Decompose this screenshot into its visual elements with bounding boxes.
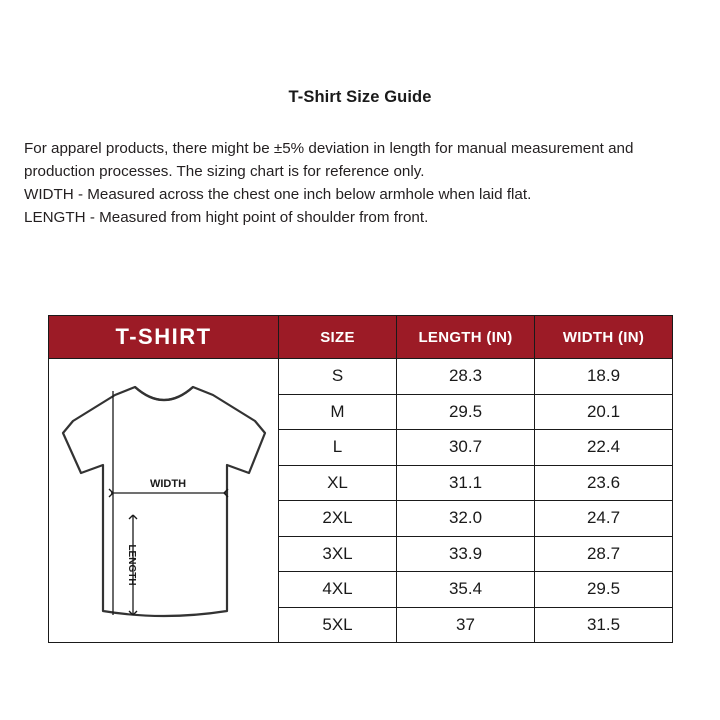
length-note: LENGTH - Measured from hight point of shoulder from front. xyxy=(24,209,429,227)
cell-width: 22.4 xyxy=(535,430,673,466)
cell-width: 31.5 xyxy=(535,607,673,643)
cell-width: 29.5 xyxy=(535,572,673,608)
table-header-row xyxy=(49,316,673,359)
cell-width: 20.1 xyxy=(535,394,673,430)
cell-size: L xyxy=(279,430,397,466)
header-size: SIZE xyxy=(279,316,397,359)
cell-size: 3XL xyxy=(279,536,397,572)
tshirt-diagram xyxy=(49,365,278,637)
cell-length: 37 xyxy=(397,607,535,643)
cell-length: 29.5 xyxy=(397,394,535,430)
length-dimension-label: LENGTH xyxy=(125,543,137,586)
cell-length: 28.3 xyxy=(397,359,535,395)
cell-size: S xyxy=(279,359,397,395)
size-chart-table xyxy=(48,315,673,643)
tshirt-diagram-cell xyxy=(49,359,279,643)
intro-text-block xyxy=(0,107,720,229)
cell-size: XL xyxy=(279,465,397,501)
page-title: T-Shirt Size Guide xyxy=(288,88,432,106)
header-length: LENGTH (IN) xyxy=(397,316,535,359)
cell-size: M xyxy=(279,394,397,430)
brand-header: T-SHIRT xyxy=(49,316,279,359)
cell-length: 33.9 xyxy=(397,536,535,572)
cell-length: 31.1 xyxy=(397,465,535,501)
cell-size: 4XL xyxy=(279,572,397,608)
cell-size: 2XL xyxy=(279,501,397,537)
cell-width: 28.7 xyxy=(535,536,673,572)
tshirt-outline-icon xyxy=(51,365,277,637)
cell-width: 24.7 xyxy=(535,501,673,537)
width-dimension-label: WIDTH xyxy=(149,477,186,490)
deviation-note: For apparel products, there might be ±5% deviation in length for manual measurement and production processes. The sizing chart is for reference only. xyxy=(24,140,634,181)
cell-length: 35.4 xyxy=(397,572,535,608)
table-row xyxy=(49,359,673,395)
size-chart-container xyxy=(48,315,672,643)
cell-length: 32.0 xyxy=(397,501,535,537)
cell-length: 30.7 xyxy=(397,430,535,466)
cell-width: 23.6 xyxy=(535,465,673,501)
width-note: WIDTH - Measured across the chest one inch below armhole when laid flat. xyxy=(24,186,532,204)
header-width: WIDTH (IN) xyxy=(535,316,673,359)
cell-width: 18.9 xyxy=(535,359,673,395)
cell-size: 5XL xyxy=(279,607,397,643)
